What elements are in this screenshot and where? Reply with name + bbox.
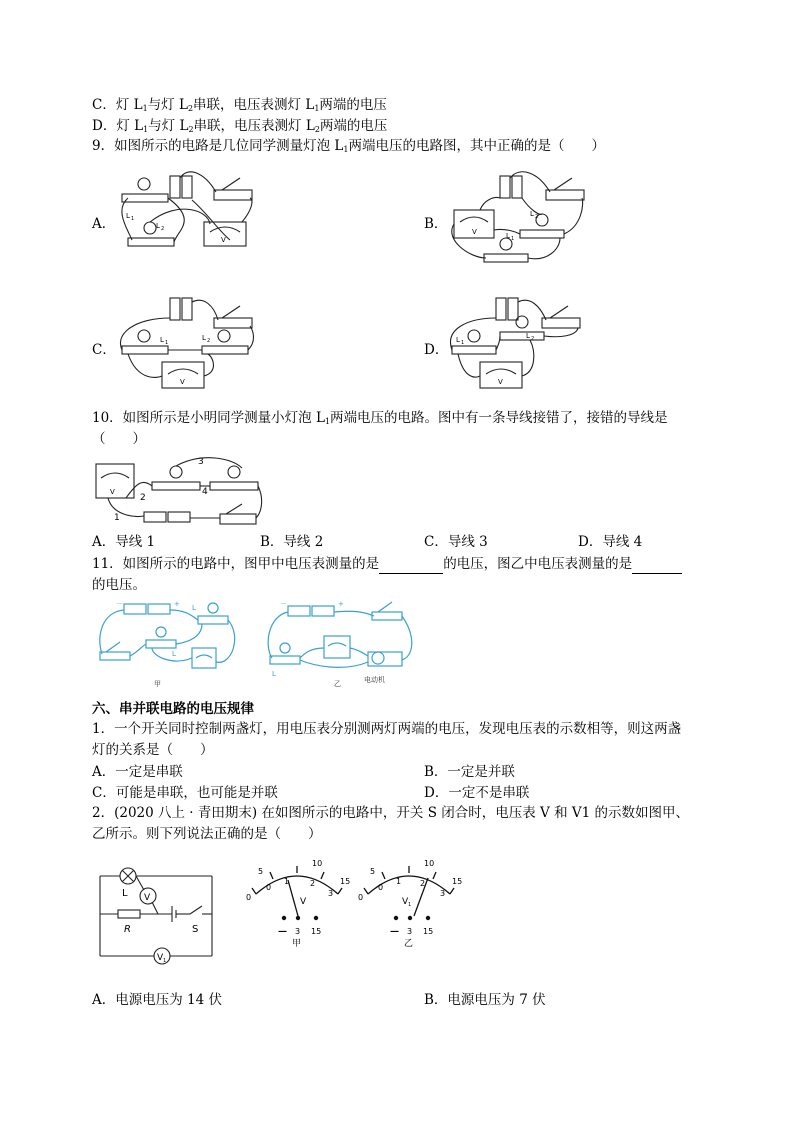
- svg-text:2: 2: [535, 214, 539, 220]
- svg-text:R: R: [124, 924, 131, 935]
- svg-text:－: －: [280, 600, 287, 608]
- svg-text:2: 2: [161, 226, 165, 232]
- svg-text:L: L: [506, 232, 510, 240]
- q10-option-a[interactable]: A．导线 1: [92, 534, 156, 550]
- svg-text:V: V: [144, 893, 151, 903]
- lamp-base-l1: [122, 194, 168, 202]
- s6q1-stem-line2: 灯的关系是（ ）: [92, 742, 214, 758]
- battery-cell: [170, 298, 180, 320]
- meter-terminal: [282, 916, 286, 920]
- battery-cell: [170, 176, 180, 198]
- lamp-base-l1: [152, 482, 200, 490]
- lamp-bulb-l1: [170, 466, 182, 478]
- svg-text:+: +: [174, 600, 180, 608]
- meter-terminal: [314, 916, 318, 920]
- voltmeter-dial: [460, 217, 488, 222]
- svg-text:15: 15: [340, 877, 350, 886]
- svg-text:L: L: [192, 604, 196, 612]
- voltmeter-dial: [168, 369, 198, 374]
- lamp-base-l2: [210, 482, 258, 490]
- svg-text:乙: 乙: [404, 939, 414, 949]
- q11-figure-yi: [264, 596, 416, 694]
- svg-text:L: L: [122, 888, 128, 899]
- lamp-base-l2: [500, 332, 544, 340]
- svg-text:1: 1: [163, 958, 167, 964]
- battery-cell: [124, 604, 146, 614]
- svg-text:1: 1: [165, 340, 169, 346]
- lamp-base-l1: [484, 254, 528, 262]
- s6q1-option-a[interactable]: A．一定是串联: [92, 764, 183, 780]
- lamp-bulb-l2: [218, 330, 230, 342]
- switch-lever: [106, 642, 120, 652]
- meter-terminal: [408, 916, 412, 920]
- svg-text:V: V: [300, 897, 307, 907]
- q11-figure-jia: [92, 596, 242, 694]
- svg-text:L: L: [156, 222, 160, 230]
- svg-text:甲: 甲: [292, 939, 302, 949]
- voltmeter-dial: [486, 369, 516, 374]
- svg-text:L: L: [530, 210, 534, 218]
- svg-text:15: 15: [423, 927, 434, 936]
- lamp-bulb-l1: [138, 178, 150, 190]
- s6q1-option-b[interactable]: B．一定是并联: [424, 764, 515, 780]
- battery-cell: [148, 604, 170, 614]
- lamp-base-l1: [198, 616, 228, 624]
- voltmeter-box: [96, 464, 134, 498]
- q10-option-d[interactable]: D．导线 4: [578, 534, 643, 550]
- battery-cell: [168, 512, 190, 522]
- lamp-bulb-l1: [138, 330, 150, 342]
- q9-figure-c: [118, 292, 258, 392]
- battery-cell: [288, 606, 310, 616]
- voltmeter-box: [324, 636, 350, 658]
- svg-text:5: 5: [370, 867, 376, 876]
- svg-text:15: 15: [452, 877, 463, 886]
- svg-text:4: 4: [202, 487, 208, 497]
- lamp-bulb-l2: [228, 466, 240, 478]
- svg-text:1: 1: [284, 877, 290, 886]
- switch-base: [542, 318, 580, 328]
- battery-cell: [312, 606, 334, 616]
- svg-text:L: L: [456, 336, 460, 344]
- lamp-bulb-l1: [208, 603, 218, 613]
- svg-text:L: L: [526, 332, 530, 340]
- option-c-line: C．灯 $L_1$与灯 $L_2$串联，电压表测灯 $L_1$两端的电压: [92, 97, 387, 113]
- meter-terminal: [426, 916, 430, 920]
- lamp-bulb-l1: [468, 330, 480, 342]
- svg-text:2: 2: [140, 493, 146, 503]
- lamp-bulb-l2: [516, 316, 528, 328]
- q10-stem-line1: 10．如图所示是小明同学测量小灯泡 $L_1$两端电压的电路。图中有一条导线接错了，接错的导线是: [92, 410, 668, 426]
- s6q2-option-a[interactable]: A．电源电压为 14 伏: [92, 992, 223, 1008]
- svg-text:1: 1: [396, 877, 402, 886]
- battery-cell: [496, 298, 506, 320]
- lamp-base-l1: [452, 346, 496, 354]
- svg-text:1: 1: [131, 216, 135, 222]
- s6q2-stem-line2: 乙所示。则下列说法正确的是（ ）: [92, 826, 322, 842]
- svg-text:3: 3: [295, 927, 301, 936]
- svg-text:10: 10: [424, 859, 435, 868]
- svg-text:L: L: [172, 650, 176, 658]
- svg-text:15: 15: [311, 927, 322, 936]
- lamp-bulb-l1: [280, 643, 290, 653]
- lamp-base-l1: [122, 346, 168, 354]
- svg-text:1: 1: [408, 902, 412, 908]
- s6q2-circuit: [96, 858, 220, 968]
- svg-text:0: 0: [358, 893, 364, 902]
- svg-text:S: S: [192, 924, 199, 935]
- motor-body: [372, 652, 384, 664]
- svg-text:0: 0: [378, 883, 384, 892]
- s6q2-meter-jia: [244, 854, 350, 950]
- resistor-symbol: [118, 910, 140, 918]
- switch-base: [372, 612, 402, 620]
- svg-text:L: L: [272, 670, 276, 678]
- svg-text:V: V: [180, 378, 185, 386]
- q11-stem-line2: 的电压。: [92, 577, 146, 593]
- meter-terminal: [394, 916, 398, 920]
- q9-figure-b: [450, 170, 590, 266]
- lamp-bulb-l2: [144, 222, 156, 234]
- svg-text:V: V: [498, 378, 503, 386]
- lamp-base-l2: [146, 640, 176, 648]
- voltmeter-dial: [210, 227, 240, 232]
- q10-stem-line2: （ ）: [92, 431, 146, 447]
- s6q2-option-b[interactable]: B．电源电压为 7 伏: [424, 992, 546, 1008]
- svg-text:—: —: [278, 927, 287, 937]
- switch-lever: [554, 178, 572, 190]
- battery-cell: [500, 176, 510, 198]
- switch-base: [214, 318, 252, 328]
- switch-lever: [226, 504, 242, 514]
- q9-stem: 9．如图所示的电路是几位同学测量灯泡 $L_1$两端电压的电路图，其中正确的是（ ）: [92, 138, 605, 154]
- svg-text:L: L: [202, 334, 206, 342]
- svg-text:－: －: [116, 600, 123, 608]
- svg-text:V: V: [157, 953, 164, 963]
- svg-text:乙: 乙: [334, 680, 341, 688]
- svg-text:V: V: [472, 228, 477, 236]
- voltmeter-dial: [101, 473, 129, 478]
- lamp-base-l2: [128, 238, 174, 246]
- lamp-base-l2: [202, 346, 248, 354]
- lamp-base-l1: [270, 656, 300, 664]
- s6q1-option-c[interactable]: C．可能是串联，也可能是并联: [92, 785, 278, 801]
- s6q2-meter-yi: [356, 854, 464, 950]
- voltmeter-dial: [328, 643, 346, 646]
- svg-text:10: 10: [312, 859, 323, 868]
- svg-text:2: 2: [310, 879, 316, 888]
- q11-stem-line1: 11．如图所示的电路中，图甲中电压表测量的是 的电压，图乙中电压表测量的是: [92, 555, 682, 574]
- q10-option-c[interactable]: C．导线 3: [424, 534, 488, 550]
- svg-text:3: 3: [328, 889, 334, 898]
- switch-base: [220, 514, 256, 524]
- q9-figure-d: [450, 292, 590, 392]
- lamp-base-l2: [520, 230, 564, 238]
- lamp-bulb-l2: [156, 627, 166, 637]
- svg-text:甲: 甲: [154, 680, 161, 688]
- svg-text:V: V: [221, 236, 226, 244]
- switch-base: [546, 190, 584, 200]
- battery-cell: [144, 512, 166, 522]
- section6-title: 六、串并联电路的电压规律: [92, 701, 254, 717]
- svg-text:3: 3: [407, 927, 413, 936]
- q9-option-c-label[interactable]: C．: [92, 342, 116, 358]
- svg-text:3: 3: [198, 457, 204, 467]
- svg-text:+: +: [338, 600, 344, 608]
- switch-lever: [222, 178, 240, 190]
- switch-base: [214, 190, 252, 200]
- svg-text:1: 1: [461, 340, 465, 346]
- battery-cell: [182, 176, 192, 198]
- s6q1-option-d[interactable]: D．一定不是串联: [424, 785, 530, 801]
- q9-figure-a: [118, 170, 258, 262]
- svg-text:2: 2: [420, 879, 426, 888]
- svg-text:L: L: [126, 212, 130, 220]
- voltmeter-dial: [196, 655, 212, 658]
- battery-cell: [508, 298, 518, 320]
- svg-text:2: 2: [207, 338, 211, 344]
- q10-figure: [92, 454, 264, 528]
- q10-option-b[interactable]: B．导线 2: [260, 534, 324, 550]
- q9-option-a-label[interactable]: A．: [92, 216, 116, 232]
- meter-terminal: [296, 916, 300, 920]
- switch-lever: [222, 306, 240, 318]
- svg-text:—: —: [390, 927, 399, 937]
- svg-text:0: 0: [246, 893, 252, 902]
- s6q2-stem-line1: 2．(2020 八上 · 青田期末) 在如图所示的电路中，开关 S 闭合时，电压表 V 和 V1 的示数如图甲、: [92, 805, 690, 821]
- battery-cell: [512, 176, 522, 198]
- switch-s-symbol: [190, 906, 202, 914]
- q11-blank-1[interactable]: [379, 555, 443, 574]
- voltmeter-box: [192, 648, 216, 668]
- svg-text:L: L: [160, 336, 164, 344]
- svg-text:5: 5: [258, 867, 264, 876]
- svg-text:V: V: [110, 488, 115, 496]
- option-d-line: D．灯 $L_1$与灯 $L_2$串联，电压表测灯 $L_2$两端的电压: [92, 118, 388, 134]
- svg-text:电动机: 电动机: [364, 676, 385, 684]
- meter-needle: [288, 880, 298, 916]
- svg-text:3: 3: [440, 889, 446, 898]
- svg-text:0: 0: [266, 883, 272, 892]
- q9-option-d-label[interactable]: D．: [424, 342, 449, 358]
- svg-text:V: V: [402, 897, 409, 907]
- switch-lever: [378, 602, 392, 612]
- q9-option-b-label[interactable]: B．: [424, 216, 448, 232]
- q11-blank-2[interactable]: [632, 555, 682, 574]
- s6q1-stem-line1: 1．一个开关同时控制两盏灯，用电压表分别测两灯两端的电压，发现电压表的示数相等，则这两盏: [92, 721, 682, 737]
- svg-text:1: 1: [114, 513, 120, 523]
- svg-text:1: 1: [511, 236, 515, 242]
- svg-text:2: 2: [531, 336, 535, 342]
- battery-cell: [182, 298, 192, 320]
- switch-lever: [550, 306, 568, 318]
- switch-base: [100, 652, 130, 660]
